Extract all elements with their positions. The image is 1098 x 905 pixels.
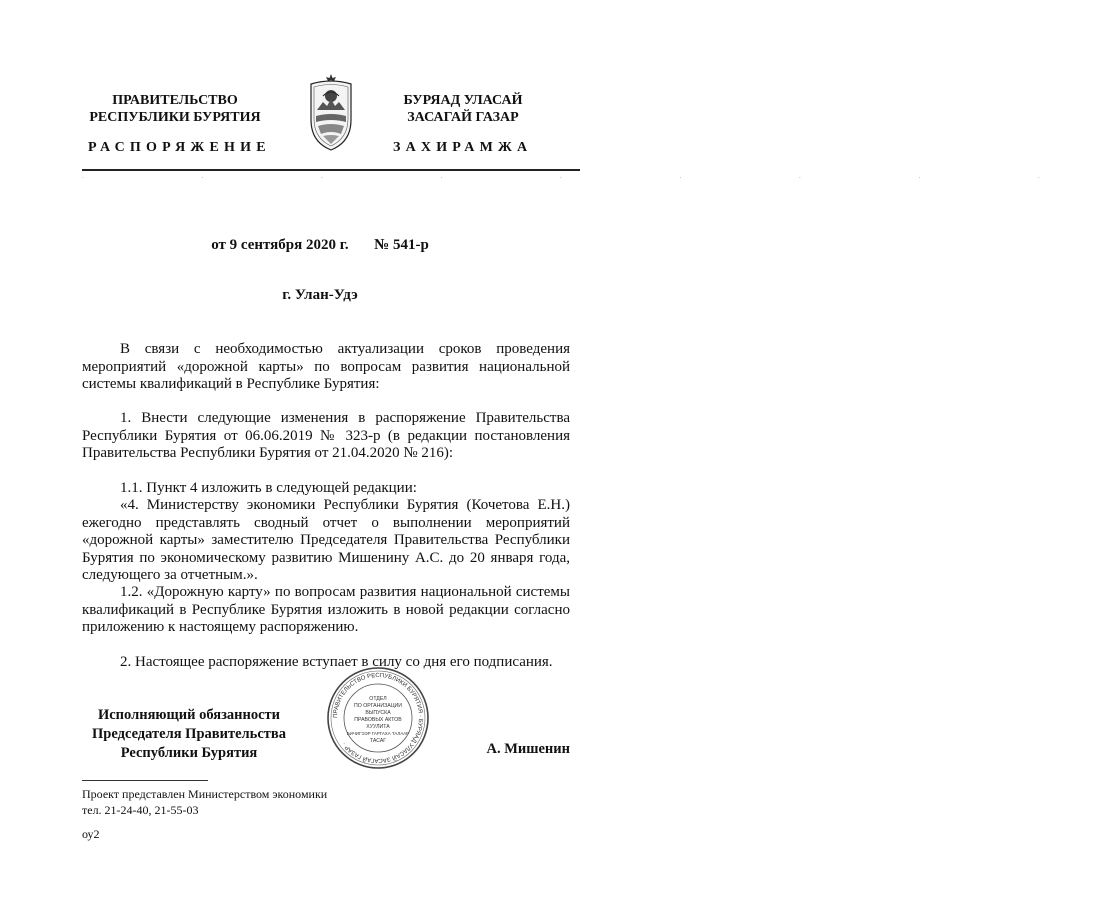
body-paragraph-1: В связи с необходимостью актуализации сроков проведения мероприятий «дорожной карты» по вопросам развития национальной системы квалификаций в Республике Бурятия:: [82, 341, 570, 392]
stamp-line-6: БИЧИГЭЭР ГАРГАХА ТАЛААР: [346, 731, 410, 736]
issuer-right-line2: ЗАСАГАЙ ГАЗАР: [407, 110, 519, 125]
header-divider: [82, 169, 580, 171]
issuer-left-line1: ПРАВИТЕЛЬСТВО: [112, 93, 238, 108]
stamp-line-3: ВЫПУСКА: [365, 710, 391, 716]
footer-note: [82, 787, 382, 818]
body-paragraph-4: «4. Министерству экономики Республики Бурятия (Кочетова Е.Н.) ежегодно представлять сводный отчет о выполнении мероприятий «дорожной карты» заместителю Председателя Правительства Республики Бурятия по экономическому развитию Мишенину А.С. до 20 января года, следующего за отчетным.».: [82, 497, 570, 583]
date-number-line: [0, 237, 640, 254]
body-paragraph-3: 1.1. Пункт 4 изложить в следующей редакции:: [120, 480, 417, 496]
document-date: от 9 сентября 2020 г.: [211, 237, 349, 253]
issuer-left: [70, 92, 280, 126]
doc-type-right: ЗАХИРАМЖА: [393, 140, 533, 155]
signatory-title-line2: Председателя Правительства: [92, 726, 286, 742]
issuer-right-line1: БУРЯАД УЛАСАЙ: [403, 93, 523, 108]
issuer-left-line2: РЕСПУБЛИКИ БУРЯТИЯ: [89, 110, 261, 125]
signatory-title-line3: Республики Бурятия: [120, 745, 258, 761]
footer-line-1: Проект представлен Министерством экономики: [82, 787, 328, 801]
body-paragraph-2: 1. Внести следующие изменения в распоряжение Правительства Республики Бурятия от 06.06.2019 № 323-р (в редакции постановления Правительства Республики Бурятия от 21.04.2020 № 216):: [82, 410, 570, 461]
signatory-name: А. Мишенин: [486, 741, 570, 757]
stamp-line-7: ТАСАГ: [369, 738, 387, 744]
body-paragraph-5: 1.2. «Дорожную карту» по вопросам развития национальной системы квалификаций в Республике Бурятия изложить в новой редакции согласно приложению к настоящему распоряжению.: [82, 584, 570, 635]
signatory-title-line1: Исполняющий обязанности: [97, 707, 281, 723]
stamp-line-1: ОТДЕЛ: [369, 696, 387, 702]
stamp-line-5: ХУУЛИТА: [366, 724, 390, 730]
signatory-title: [82, 706, 296, 763]
official-stamp: [326, 666, 430, 770]
issuer-right: [368, 92, 558, 126]
stamp-ring-text: ПРАВИТЕЛЬСТВО РЕСПУБЛИКИ БУРЯТИЯ · БУРЯАД УЛАСАЙ ЗАСАГАЙ ГАЗАР ·: [332, 672, 424, 764]
footer-divider: [82, 780, 208, 781]
document-number: № 541-р: [374, 237, 429, 253]
stamp-line-2: ПО ОРГАНИЗАЦИИ: [354, 703, 402, 709]
stamp-line-4: ПРАВОВЫХ АКТОВ: [354, 717, 402, 723]
header-dotted-line: . . . . . . . . .: [82, 172, 1098, 180]
footer-line-2: тел. 21-24-40, 21-55-03: [82, 802, 199, 817]
document-code: оу2: [82, 827, 100, 841]
doc-type-left: РАСПОРЯЖЕНИЕ: [88, 140, 271, 155]
document-city: г. Улан-Удэ: [282, 287, 358, 303]
body-paragraph-6: 2. Настоящее распоряжение вступает в силу со дня его подписания.: [120, 654, 553, 670]
coat-of-arms-icon: [301, 72, 361, 154]
